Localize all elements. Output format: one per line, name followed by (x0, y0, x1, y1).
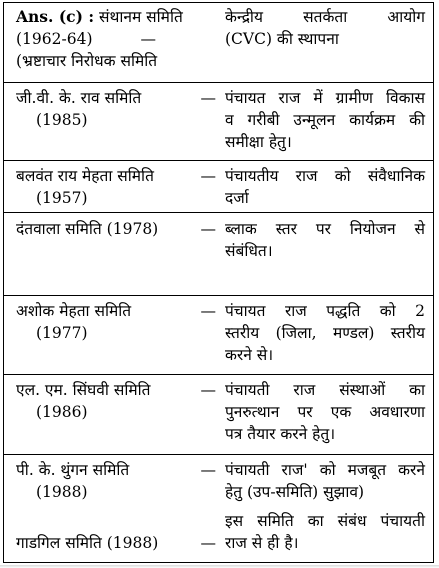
purpose-cell (225, 379, 425, 445)
purpose-line: इस समिति का संबंध पंचायती (225, 512, 425, 530)
cropped-next-line (0, 563, 439, 568)
committee-dash: — (200, 167, 216, 185)
header-sub: (भ्रष्टाचार निरोधक समिति (16, 52, 158, 70)
committee-name: गाडगिल समिति (1988) (16, 534, 159, 552)
header-right-cell (225, 6, 425, 50)
row-divider (3, 374, 434, 375)
header-left-cell (16, 6, 216, 72)
committee-cell (16, 532, 216, 554)
purpose-line: स्तरीय (जिला, मण्डल) स्तरीय (225, 324, 425, 342)
header-right-line: केन्द्रीय सतर्कता आयोग (225, 8, 425, 26)
committee-dash: — (200, 461, 216, 479)
committee-dash: — (200, 89, 216, 107)
purpose-line: व गरीबी उन्मूलन कार्यक्रम की (225, 111, 425, 129)
committee-year: (1985) (36, 111, 88, 129)
purpose-line: संबंधित। (225, 242, 273, 260)
committee-dash: — (200, 220, 216, 238)
purpose-line: पंचायती राज' को मजबूत करने (225, 461, 425, 479)
committee-cell (16, 300, 216, 344)
committee-name: दंतवाला समिति (1978) (16, 220, 159, 238)
committee-name: पी. के. थुंगन समिति (16, 461, 130, 479)
purpose-cell (225, 459, 425, 503)
purpose-line: ब्लाक स्तर पर नियोजन से (225, 220, 425, 238)
purpose-line: दर्जा (225, 189, 249, 207)
row-divider (3, 212, 434, 213)
header-years: (1962-64) (16, 30, 93, 48)
committee-cell (16, 87, 216, 131)
committee-cell (16, 218, 216, 240)
committee-cell (16, 459, 216, 503)
committee-dash: — (200, 302, 216, 320)
header-dash: — (140, 30, 156, 48)
purpose-line: पंचायत राज में ग्रामीण विकास (225, 89, 425, 107)
header-committee: संथानम समिति (98, 8, 183, 26)
purpose-cell (225, 87, 425, 153)
row-divider (3, 295, 434, 296)
header-right-line: (CVC) की स्थापना (225, 30, 339, 48)
purpose-line: करने से। (225, 346, 274, 364)
committee-name: बलवंत राय मेहता समिति (16, 167, 154, 185)
purpose-line: राज से ही है। (225, 534, 299, 552)
committee-dash: — (200, 381, 216, 399)
committee-name: एल. एम. सिंघवी समिति (16, 381, 151, 399)
purpose-cell (225, 218, 425, 262)
committee-name: अशोक मेहता समिति (16, 302, 132, 320)
committee-cell (16, 165, 216, 209)
row-divider (3, 454, 434, 455)
purpose-line: पंचायतीय राज को संवैधानिक (225, 167, 425, 185)
purpose-line: पत्र तैयार करने हेतु। (225, 425, 336, 443)
row-divider (3, 160, 434, 161)
purpose-line: पुनरुत्थान पर एक अवधारणा (225, 403, 425, 421)
purpose-cell (225, 510, 425, 554)
purpose-cell (225, 300, 425, 366)
row-divider (3, 82, 434, 83)
answer-label: Ans. (c) : (16, 7, 95, 26)
committee-year: (1986) (36, 403, 88, 421)
purpose-line: पंचायती राज संस्थाओं का (225, 381, 425, 399)
committee-cell (16, 379, 216, 423)
committee-name: जी.वी. के. राव समिति (16, 89, 142, 107)
purpose-line: हेतु (उप-समिति) सुझाव) (225, 483, 365, 501)
purpose-cell (225, 165, 425, 209)
purpose-line: पंचायत राज पद्धति को 2 (225, 302, 425, 320)
committee-year: (1988) (36, 483, 88, 501)
committee-year: (1977) (36, 324, 88, 342)
committee-dash: — (200, 534, 216, 552)
committee-year: (1957) (36, 189, 88, 207)
purpose-line: समीक्षा हेतु। (225, 133, 292, 151)
